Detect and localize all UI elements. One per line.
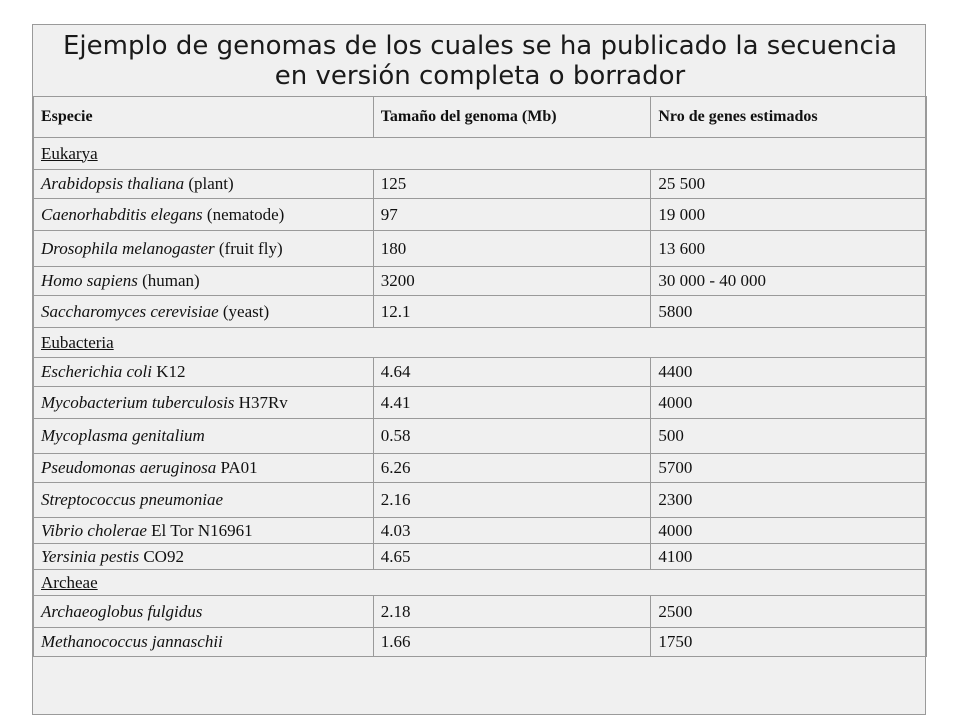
- gene-count-cell: 5700: [651, 454, 927, 483]
- table-row: [34, 544, 927, 570]
- species-qualifier: CO92: [139, 546, 184, 566]
- species-cell: [34, 296, 374, 328]
- header-size: Tamaño del genoma (Mb): [373, 97, 651, 138]
- genome-size-cell: 2.18: [373, 596, 651, 628]
- species-cell: [34, 199, 374, 231]
- species-qualifier: H37Rv: [234, 392, 288, 412]
- title-line-2: en versión completa o borrador: [274, 61, 686, 91]
- table-row: [34, 483, 927, 518]
- species-name: Mycobacterium tuberculosis: [41, 392, 235, 412]
- title-line-1: Ejemplo de genomas de los cuales se ha publicado la secuencia: [62, 31, 898, 61]
- species-cell: [34, 419, 374, 454]
- header-species: Especie: [34, 97, 374, 138]
- gene-count-cell: 25 500: [651, 170, 927, 199]
- genome-size-cell: 6.26: [373, 454, 651, 483]
- genome-size-cell: 180: [373, 231, 651, 267]
- species-name: Vibrio cholerae: [41, 520, 147, 540]
- genome-size-cell: 125: [373, 170, 651, 199]
- genome-size-cell: 4.03: [373, 518, 651, 544]
- header-row: [34, 97, 927, 138]
- genome-size-cell: 97: [373, 199, 651, 231]
- genome-size-cell: 4.65: [373, 544, 651, 570]
- gene-count-cell: 19 000: [651, 199, 927, 231]
- gene-count-cell: 4400: [651, 358, 927, 387]
- slide-title: [33, 25, 927, 97]
- species-qualifier: (fruit fly): [214, 238, 283, 258]
- table-row: [34, 267, 927, 296]
- species-cell: [34, 628, 374, 657]
- species-qualifier: PA01: [216, 458, 258, 477]
- table-row: [34, 419, 927, 454]
- species-cell: [34, 387, 374, 419]
- group-label: Eubacteria: [34, 328, 927, 358]
- gene-count-cell: 30 000 - 40 000: [651, 267, 927, 296]
- species-qualifier: (human): [137, 271, 200, 290]
- genome-size-cell: 4.64: [373, 358, 651, 387]
- species-name: Escherichia coli: [41, 362, 152, 381]
- genome-size-cell: 1.66: [373, 628, 651, 657]
- gene-count-cell: 4100: [651, 544, 927, 570]
- slide: [32, 24, 926, 715]
- genome-size-cell: 3200: [373, 267, 651, 296]
- species-qualifier: (yeast): [218, 301, 270, 321]
- gene-count-cell: 2300: [651, 483, 927, 518]
- gene-count-cell: 2500: [651, 596, 927, 628]
- table-row: [34, 518, 927, 544]
- species-name: Saccharomyces cerevisiae: [41, 301, 219, 321]
- group-row: [34, 328, 927, 358]
- species-qualifier: (nematode): [202, 204, 285, 224]
- genome-size-cell: 0.58: [373, 419, 651, 454]
- gene-count-cell: 5800: [651, 296, 927, 328]
- species-name: Arabidopsis thaliana: [41, 174, 185, 193]
- species-name: Caenorhabditis elegans: [41, 204, 203, 224]
- species-cell: [34, 483, 374, 518]
- group-label: Eukarya: [34, 138, 927, 170]
- species-name: Methanococcus jannaschii: [41, 632, 223, 651]
- genome-size-cell: 12.1: [373, 296, 651, 328]
- gene-count-cell: 4000: [651, 518, 927, 544]
- table-row: [34, 387, 927, 419]
- table-row: [34, 358, 927, 387]
- species-cell: [34, 231, 374, 267]
- table-row: [34, 596, 927, 628]
- species-name: Streptococcus pneumoniae: [41, 490, 224, 509]
- species-cell: [34, 544, 374, 570]
- species-cell: [34, 267, 374, 296]
- genome-table: [33, 96, 927, 657]
- group-row: [34, 570, 927, 596]
- species-cell: [34, 170, 374, 199]
- group-row: [34, 138, 927, 170]
- gene-count-cell: 500: [651, 419, 927, 454]
- table-row: [34, 454, 927, 483]
- species-name: Yersinia pestis: [41, 546, 140, 566]
- genome-size-cell: 2.16: [373, 483, 651, 518]
- species-cell: [34, 518, 374, 544]
- species-name: Archaeoglobus fulgidus: [41, 601, 203, 621]
- header-genes: Nro de genes estimados: [651, 97, 927, 138]
- species-cell: [34, 358, 374, 387]
- gene-count-cell: 13 600: [651, 231, 927, 267]
- species-qualifier: K12: [151, 362, 186, 381]
- species-name: Pseudomonas aeruginosa: [41, 458, 217, 477]
- table-row: [34, 170, 927, 199]
- table-body: [34, 138, 927, 657]
- species-qualifier: (plant): [184, 174, 234, 193]
- group-label: Archeae: [34, 570, 927, 596]
- species-name: Mycoplasma genitalium: [41, 426, 205, 445]
- genome-size-cell: 4.41: [373, 387, 651, 419]
- gene-count-cell: 4000: [651, 387, 927, 419]
- table-row: [34, 628, 927, 657]
- species-name: Drosophila melanogaster: [41, 238, 215, 258]
- table-row: [34, 231, 927, 267]
- table-row: [34, 199, 927, 231]
- species-qualifier: El Tor N16961: [146, 520, 253, 540]
- species-cell: [34, 596, 374, 628]
- gene-count-cell: 1750: [651, 628, 927, 657]
- species-name: Homo sapiens: [41, 271, 138, 290]
- table-row: [34, 296, 927, 328]
- species-cell: [34, 454, 374, 483]
